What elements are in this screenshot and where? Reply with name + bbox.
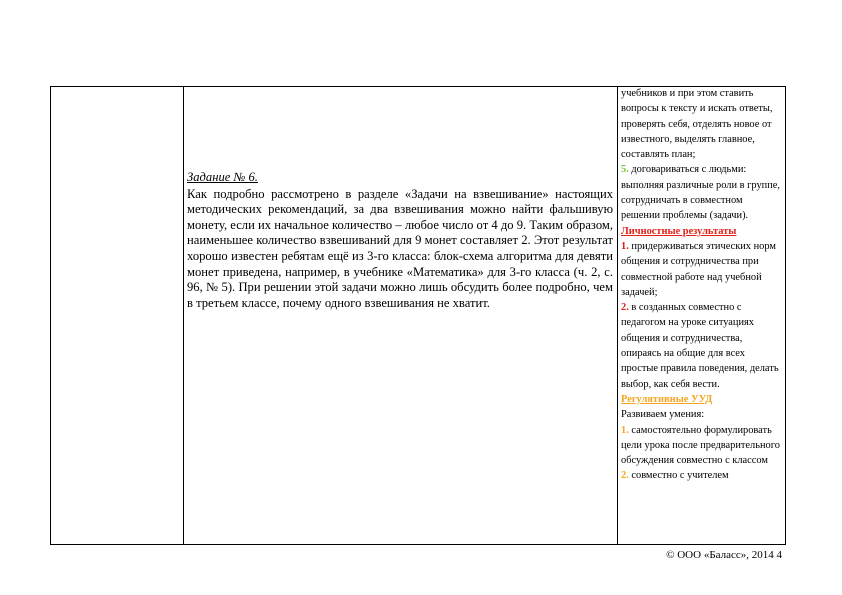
table-column-divider (617, 87, 618, 544)
outcome-intro: учебников и при этом ставить вопросы к тексту и искать ответы, проверять себя, отделять новое от известного, выделять главное, составлять план; (621, 88, 773, 161)
personal-results-heading: Личностные результаты (621, 225, 737, 237)
list-item (621, 423, 781, 469)
task-title: Задание № 6. (187, 170, 258, 184)
item-number: 5. (621, 164, 629, 176)
item-number: 1. (621, 240, 629, 252)
item-text: совместно с учителем (628, 470, 729, 482)
list-item (621, 300, 781, 392)
item-text: придерживаться этических норм общения и сотрудничества при совместной работе над учебной задачей; (621, 240, 776, 298)
task-cell (187, 170, 613, 311)
item-text: договариваться с людьми: выполняя различные роли в группе, сотрудничать в совместном решении проблемы (задачи). (621, 164, 780, 222)
table-column-divider (183, 87, 184, 544)
page-footer: © ООО «Баласс», 2014 4 (666, 549, 782, 561)
list-item (621, 162, 781, 223)
item-number: 2. (621, 470, 629, 482)
outcomes-cell (621, 86, 781, 484)
list-item (621, 239, 781, 300)
item-number: 1. (621, 424, 629, 436)
item-text: самостоятельно формулировать цели урока после предварительного обсуждения совместно с классом (621, 424, 780, 467)
item-text: в созданных совместно с педагогом на уроке ситуациях общения и сотрудничества, опираясь на общие для всех простые правила поведения, делать выбор, как себя вести. (621, 302, 779, 390)
item-number: 2. (621, 302, 629, 314)
list-item (621, 468, 781, 483)
regulative-heading: Регулятивные УУД (621, 393, 713, 405)
task-body: Как подробно рассмотрено в разделе «Задачи на взвешивание» настоящих методических рекомендаций, за два взвешивания можно найти фальшивую монету, если их начальное количество – любое число от 4 до 9. Таким образом, наименьшее количество взвешиваний для 9 монет составляет 2. Этот результат хорошо известен ребятам ещё из 3-го класса: блок-схема алгоритма для девяти монет приведена, например, в учебнике «Математика» для 3-го класса (ч. 2, с. 96, № 5). При решении этой задачи можно лишь обсудить более подробно, чем в третьем классе, почему одного взвешивания не хватит. (187, 186, 613, 310)
develop-skills-label: Развиваем умения: (621, 409, 705, 421)
